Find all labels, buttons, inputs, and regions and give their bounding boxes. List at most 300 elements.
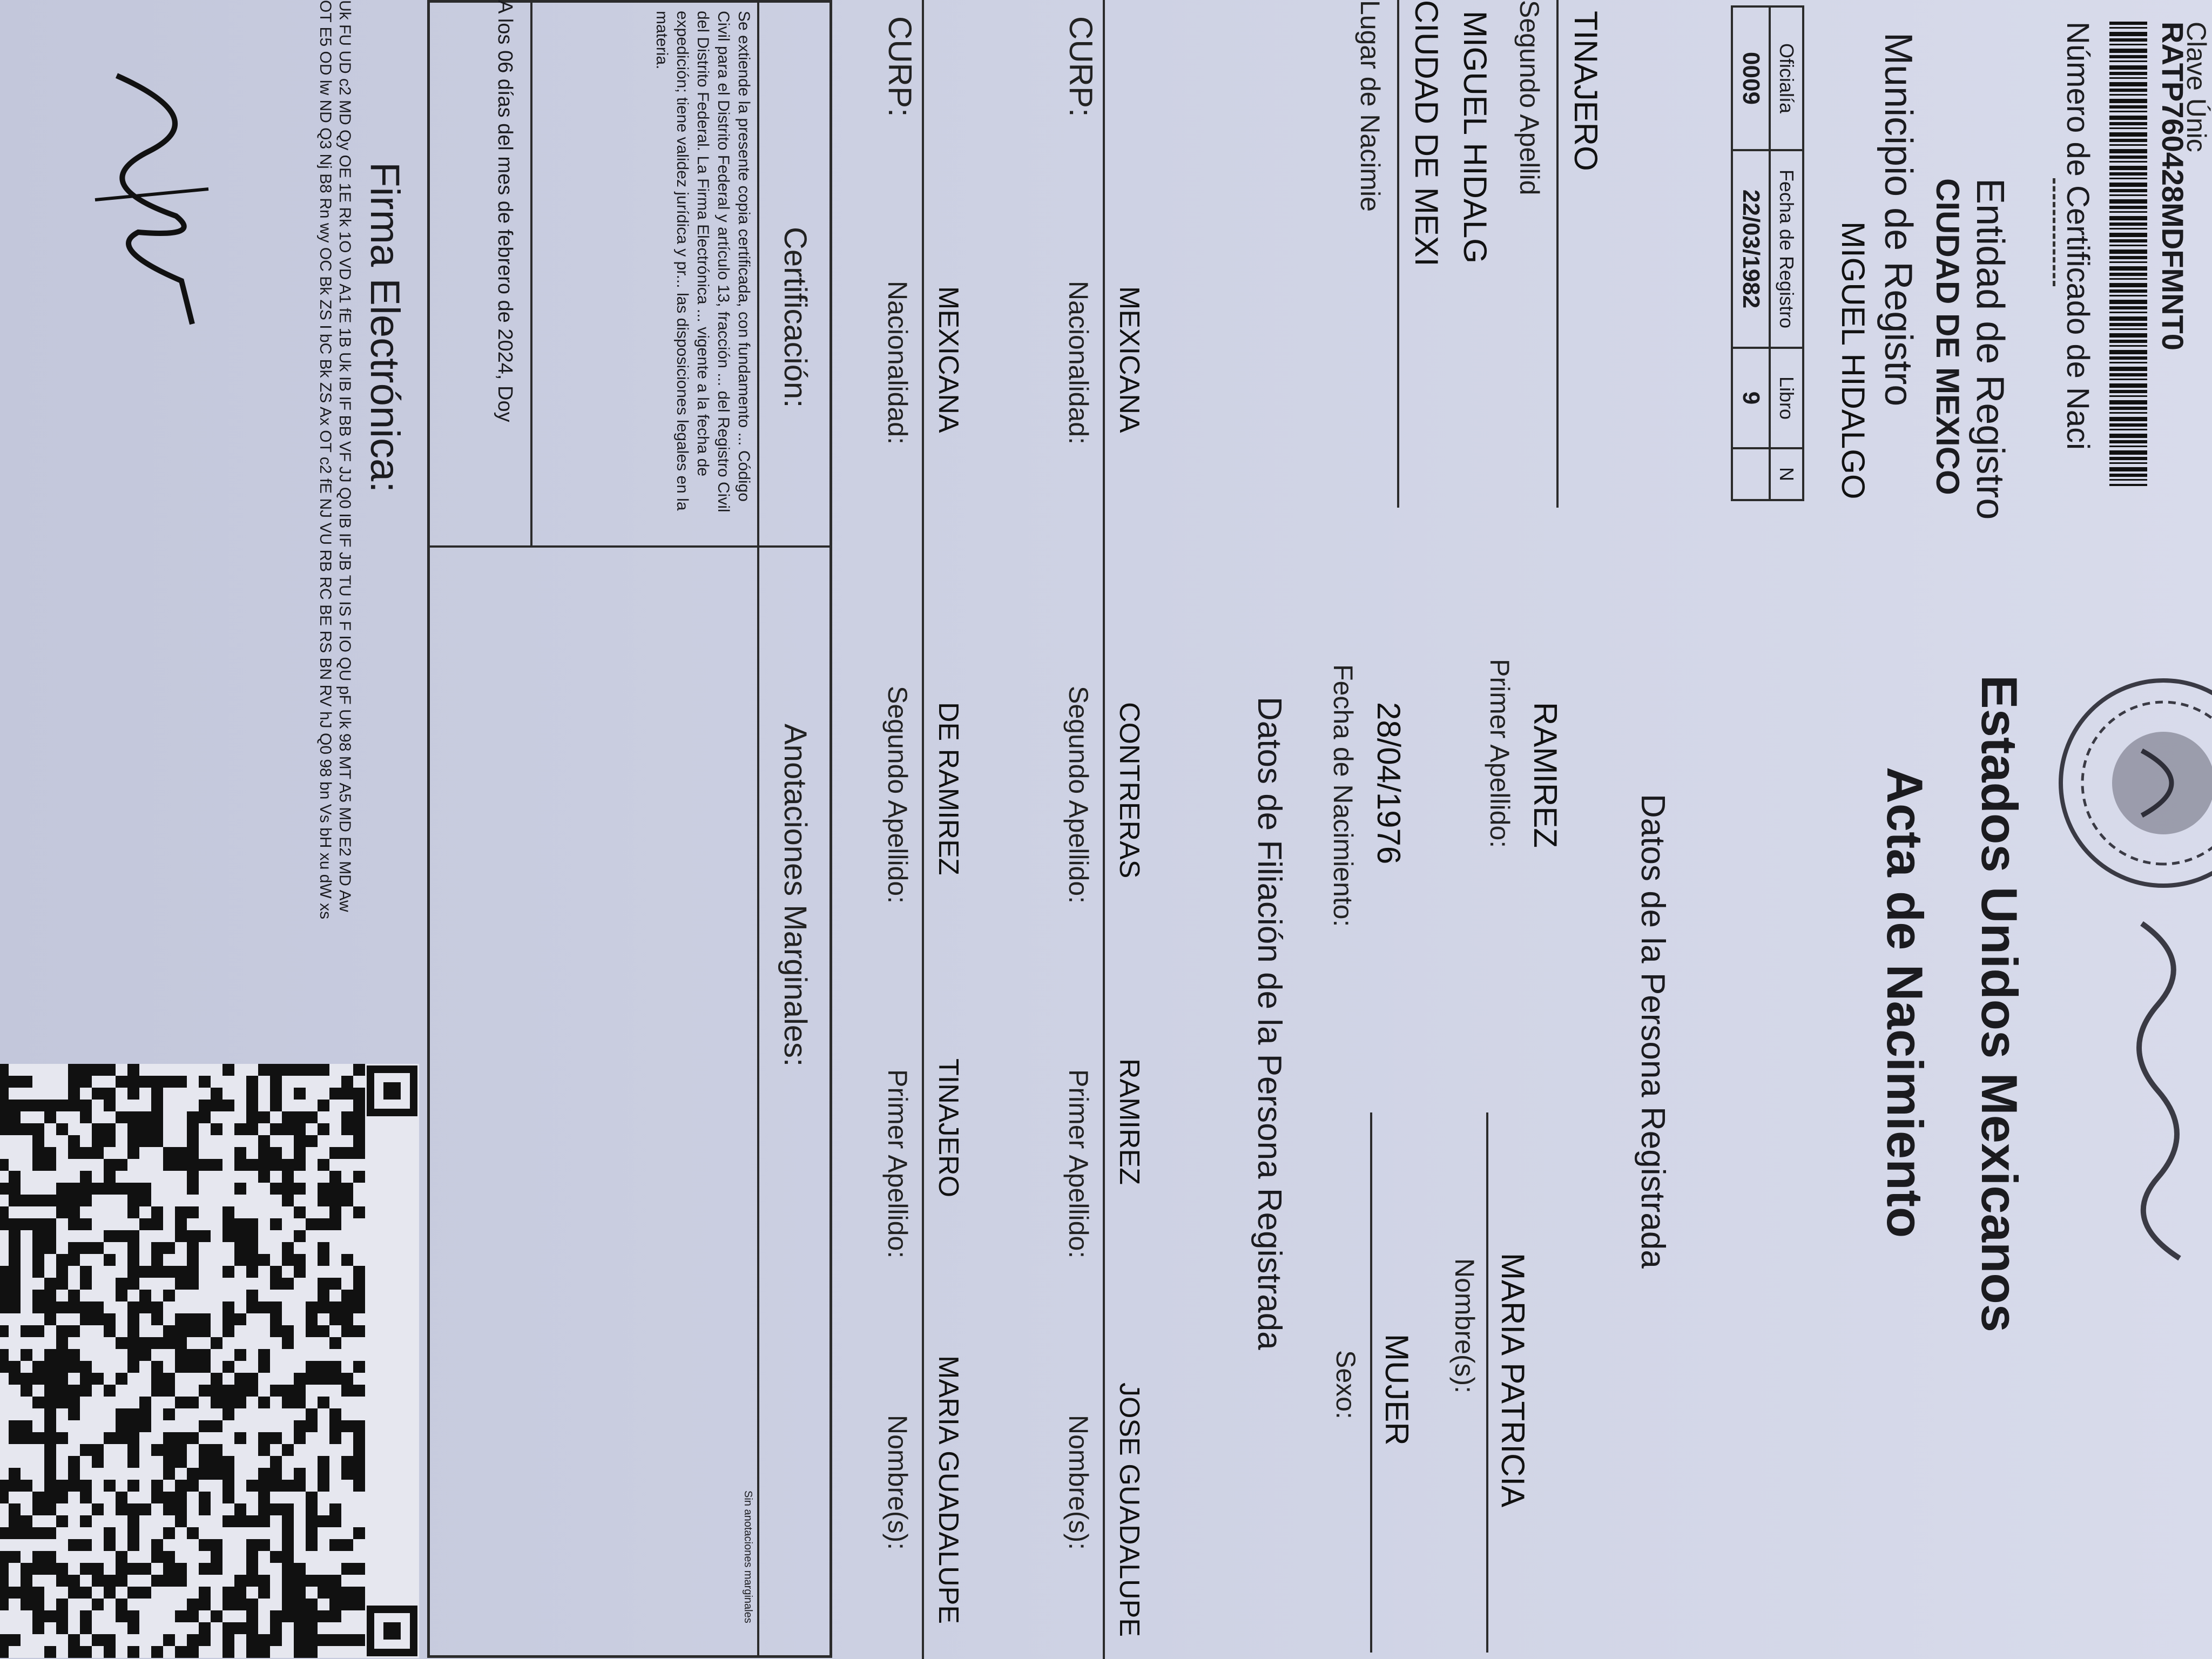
qr-module: [68, 1195, 80, 1206]
qr-module: [21, 1325, 32, 1337]
qr-module: [199, 1076, 211, 1088]
qr-module: [80, 1076, 92, 1088]
qr-module: [270, 1088, 282, 1100]
qr-module: [80, 1111, 92, 1123]
qr-module: [341, 1254, 353, 1266]
qr-module: [222, 1622, 234, 1634]
qr-module: [246, 1373, 258, 1385]
qr-module: [187, 1646, 199, 1658]
qr-module: [163, 1325, 175, 1337]
qr-module: [199, 1100, 211, 1111]
qr-module: [246, 1123, 258, 1135]
qr-module: [139, 1503, 151, 1515]
qr-module: [306, 1218, 318, 1230]
qr-module: [211, 1456, 222, 1468]
qr-module: [270, 1313, 282, 1325]
qr-module: [68, 1147, 80, 1159]
qr-module: [270, 1432, 282, 1444]
qr-module: [199, 1503, 211, 1515]
qr-module: [187, 1206, 199, 1218]
qr-module: [282, 1539, 294, 1551]
qr-module: [282, 1337, 294, 1349]
qr-module: [163, 1408, 175, 1420]
qr-module: [211, 1563, 222, 1575]
qr-module: [353, 1599, 365, 1610]
qr-module: [56, 1349, 68, 1361]
qr-module: [56, 1622, 68, 1634]
qr-module: [127, 1111, 139, 1123]
persona-segundo-apellido-value: TINAJERO: [1568, 11, 1604, 171]
qr-module: [32, 1159, 44, 1171]
qr-module: [104, 1313, 116, 1325]
qr-module: [9, 1290, 21, 1301]
qr-module: [282, 1503, 294, 1515]
qr-module: [21, 1349, 32, 1361]
qr-module: [187, 1123, 199, 1135]
qr-module: [282, 1325, 294, 1337]
qr-module: [127, 1432, 139, 1444]
qr-module: [56, 1480, 68, 1492]
qr-module: [222, 1515, 234, 1527]
qr-module: [92, 1373, 104, 1385]
qr-module: [0, 1290, 9, 1301]
qr-module: [116, 1575, 127, 1587]
madre-nombre-label: Nombre(s):: [882, 1415, 913, 1550]
qr-module: [80, 1313, 92, 1325]
qr-module: [329, 1515, 341, 1527]
qr-module: [32, 1147, 44, 1159]
qr-module: [92, 1088, 104, 1100]
qr-module: [151, 1361, 163, 1373]
qr-module: [21, 1575, 32, 1587]
qr-module: [329, 1313, 341, 1325]
qr-module: [104, 1575, 116, 1587]
qr-module: [127, 1456, 139, 1468]
qr-module: [80, 1100, 92, 1111]
qr-module: [21, 1599, 32, 1610]
qr-module: [246, 1646, 258, 1658]
qr-module: [329, 1503, 341, 1515]
qr-module: [222, 1361, 234, 1373]
qr-module: [306, 1135, 318, 1147]
qr-module: [258, 1301, 270, 1313]
qr-module: [92, 1456, 104, 1468]
qr-module: [0, 1634, 9, 1646]
qr-module: [32, 1563, 44, 1575]
qr-module: [258, 1515, 270, 1527]
qr-module: [329, 1195, 341, 1206]
qr-module: [329, 1575, 341, 1587]
qr-module: [318, 1100, 329, 1111]
qr-module: [199, 1111, 211, 1123]
qr-module: [175, 1492, 187, 1503]
table-header-numero: N: [1770, 448, 1803, 500]
qr-module: [32, 1325, 44, 1337]
qr-module: [44, 1456, 56, 1468]
qr-module: [341, 1290, 353, 1301]
qr-module: [306, 1373, 318, 1385]
qr-module: [318, 1064, 329, 1076]
qr-module: [92, 1135, 104, 1147]
qr-module: [92, 1563, 104, 1575]
qr-module: [175, 1076, 187, 1088]
qr-module: [341, 1373, 353, 1385]
madre-curp-label: CURP:: [882, 16, 918, 117]
box-header-line: [757, 0, 759, 1655]
qr-module: [199, 1444, 211, 1456]
qr-module: [294, 1420, 306, 1432]
qr-module: [246, 1218, 258, 1230]
qr-module: [294, 1230, 306, 1242]
qr-module: [56, 1373, 68, 1385]
qr-module: [234, 1587, 246, 1599]
qr-module: [80, 1183, 92, 1195]
qr-module: [294, 1183, 306, 1195]
qr-module: [270, 1064, 282, 1076]
qr-module: [234, 1503, 246, 1515]
qr-module: [211, 1100, 222, 1111]
qr-module: [187, 1183, 199, 1195]
qr-module: [246, 1575, 258, 1587]
qr-module: [0, 1266, 9, 1278]
qr-module: [246, 1634, 258, 1646]
qr-module: [139, 1420, 151, 1432]
qr-module: [211, 1444, 222, 1456]
qr-module: [127, 1563, 139, 1575]
qr-module: [329, 1206, 341, 1218]
qr-module: [92, 1444, 104, 1456]
qr-module: [258, 1111, 270, 1123]
madre-segundo-apellido-value: DE RAMIREZ: [933, 702, 964, 875]
qr-module: [80, 1646, 92, 1658]
qr-module: [222, 1325, 234, 1337]
qr-module: [116, 1183, 127, 1195]
qr-module: [0, 1480, 9, 1492]
qr-module: [234, 1230, 246, 1242]
qr-module: [329, 1171, 341, 1183]
qr-module: [127, 1408, 139, 1420]
qr-module: [187, 1135, 199, 1147]
qr-module: [306, 1599, 318, 1610]
qr-module: [234, 1183, 246, 1195]
qr-module: [80, 1444, 92, 1456]
qr-module: [187, 1230, 199, 1242]
qr-module: [104, 1183, 116, 1195]
qr-module: [258, 1349, 270, 1361]
qr-module: [294, 1610, 306, 1622]
qr-module: [0, 1492, 9, 1503]
madre-primer-apellido-value: TINAJERO: [933, 1058, 964, 1198]
qr-module: [282, 1515, 294, 1527]
padre-nacionalidad-value: MEXICANA: [1114, 286, 1145, 433]
qr-module: [258, 1646, 270, 1658]
qr-module: [116, 1337, 127, 1349]
qr-module: [163, 1290, 175, 1301]
qr-module: [151, 1539, 163, 1551]
qr-module: [9, 1171, 21, 1183]
qr-module: [222, 1468, 234, 1480]
qr-module: [32, 1195, 44, 1206]
qr-module: [0, 1527, 9, 1539]
qr-module: [270, 1622, 282, 1634]
qr-module: [0, 1123, 9, 1135]
qr-module: [353, 1123, 365, 1135]
qr-module: [0, 1563, 9, 1575]
persona-fecha-nacimiento-label: Fecha de Nacimiento:: [1328, 664, 1358, 927]
qr-module: [9, 1195, 21, 1206]
qr-module: [116, 1610, 127, 1622]
fecha-separator: [530, 0, 532, 545]
qr-module: [234, 1349, 246, 1361]
qr-module: [68, 1254, 80, 1266]
qr-module: [187, 1599, 199, 1610]
qr-module: [294, 1634, 306, 1646]
qr-module: [234, 1147, 246, 1159]
qr-module: [44, 1492, 56, 1503]
qr-module: [199, 1563, 211, 1575]
sexo-underline: [1370, 1112, 1372, 1653]
municipio-label: Municipio de Registro: [1877, 32, 1920, 407]
qr-module: [116, 1408, 127, 1420]
qr-module: [56, 1397, 68, 1408]
qr-module: [341, 1456, 353, 1468]
qr-module: [329, 1337, 341, 1349]
qr-module: [318, 1373, 329, 1385]
qr-module: [246, 1290, 258, 1301]
qr-module: [318, 1634, 329, 1646]
qr-module: [44, 1111, 56, 1123]
qr-module: [80, 1492, 92, 1503]
qr-module: [282, 1278, 294, 1290]
qr-module: [44, 1195, 56, 1206]
qr-module: [9, 1373, 21, 1385]
qr-module: [306, 1313, 318, 1325]
qr-module: [9, 1587, 21, 1599]
qr-module: [44, 1301, 56, 1313]
qr-module: [32, 1587, 44, 1599]
qr-module: [163, 1385, 175, 1397]
qr-module: [282, 1111, 294, 1123]
qr-module: [127, 1088, 139, 1100]
qr-module: [0, 1064, 9, 1076]
qr-module: [282, 1254, 294, 1266]
qr-module: [234, 1373, 246, 1385]
qr-module: [127, 1064, 139, 1076]
qr-code: [0, 1064, 419, 1658]
qr-module: [44, 1100, 56, 1111]
qr-module: [353, 1456, 365, 1468]
qr-module: [139, 1290, 151, 1301]
qr-module: [139, 1337, 151, 1349]
qr-module: [258, 1587, 270, 1599]
qr-module: [9, 1123, 21, 1135]
qr-module: [353, 1563, 365, 1575]
qr-module: [199, 1361, 211, 1373]
qr-module: [306, 1361, 318, 1373]
qr-module: [187, 1634, 199, 1646]
qr-module: [0, 1325, 9, 1337]
qr-module: [222, 1408, 234, 1420]
qr-module: [127, 1278, 139, 1290]
qr-module: [270, 1266, 282, 1278]
qr-module: [32, 1610, 44, 1622]
qr-module: [175, 1515, 187, 1527]
qr-module: [151, 1444, 163, 1456]
qr-module: [127, 1076, 139, 1088]
qr-module: [32, 1503, 44, 1515]
qr-module: [175, 1575, 187, 1587]
qr-module: [80, 1373, 92, 1385]
qr-module: [258, 1575, 270, 1587]
qr-module: [127, 1646, 139, 1658]
qr-module: [116, 1492, 127, 1503]
qr-module: [80, 1563, 92, 1575]
qr-module: [139, 1076, 151, 1088]
qr-module: [199, 1159, 211, 1171]
qr-module: [211, 1539, 222, 1551]
qr-module: [306, 1325, 318, 1337]
qr-module: [0, 1159, 9, 1171]
qr-module: [294, 1432, 306, 1444]
qr-module: [175, 1444, 187, 1456]
table-value-oficialia: 0009: [1732, 6, 1770, 150]
qr-module: [222, 1456, 234, 1468]
qr-module: [353, 1147, 365, 1159]
qr-module: [32, 1361, 44, 1373]
qr-module: [341, 1539, 353, 1551]
qr-module: [211, 1385, 222, 1397]
qr-module: [329, 1218, 341, 1230]
qr-module: [56, 1599, 68, 1610]
qr-module: [234, 1515, 246, 1527]
numero-certificado-label: Número de Certificado de Naci: [2060, 22, 2095, 450]
qr-module: [56, 1610, 68, 1622]
qr-module: [68, 1397, 80, 1408]
qr-module: [80, 1242, 92, 1254]
qr-module: [234, 1159, 246, 1171]
box-divider: [430, 545, 832, 548]
qr-module: [21, 1218, 32, 1230]
qr-module: [44, 1373, 56, 1385]
qr-module: [270, 1456, 282, 1468]
qr-module: [0, 1361, 9, 1373]
clave-label: Clave Únic: [2181, 22, 2211, 152]
qr-module: [329, 1420, 341, 1432]
qr-module: [175, 1480, 187, 1492]
qr-module: [199, 1599, 211, 1610]
qr-module: [341, 1313, 353, 1325]
qr-module: [0, 1218, 9, 1230]
persona-fecha-nacimiento-value: 28/04/1976: [1371, 702, 1407, 865]
qr-module: [9, 1230, 21, 1242]
qr-module: [199, 1622, 211, 1634]
qr-module: [246, 1111, 258, 1123]
certificacion-text: Se extiende la presente copia certificada, con fundamento ... Código Civil para el Distrito Federal y artículo 13, fracción ... del Registro Civil del Distrito Federal. La Firma Electrónica ... vigente a la fecha de expedición; tiene validez jurídica y pr... las disposiciones legales en la materia.: [653, 11, 753, 512]
table-value-fecha: 22/03/1982: [1732, 150, 1770, 348]
qr-module: [56, 1301, 68, 1313]
qr-module: [116, 1563, 127, 1575]
qr-module: [163, 1159, 175, 1171]
qr-module: [341, 1563, 353, 1575]
qr-module: [44, 1242, 56, 1254]
qr-module: [318, 1480, 329, 1492]
qr-module: [234, 1622, 246, 1634]
qr-module: [282, 1575, 294, 1587]
qr-module: [234, 1313, 246, 1325]
qr-module: [104, 1123, 116, 1135]
qr-module: [353, 1100, 365, 1111]
padre-nombre-label: Nombre(s):: [1063, 1415, 1094, 1550]
qr-module: [246, 1539, 258, 1551]
national-seal-icon: [2050, 670, 2212, 896]
qr-module: [270, 1385, 282, 1397]
qr-module: [318, 1610, 329, 1622]
qr-module: [306, 1064, 318, 1076]
qr-module: [68, 1349, 80, 1361]
qr-module: [21, 1527, 32, 1539]
qr-module: [68, 1088, 80, 1100]
qr-module: [294, 1206, 306, 1218]
qr-module: [175, 1230, 187, 1242]
qr-module: [44, 1420, 56, 1432]
qr-module: [318, 1242, 329, 1254]
qr-module: [199, 1230, 211, 1242]
qr-module: [282, 1064, 294, 1076]
qr-module: [151, 1111, 163, 1123]
qr-module: [353, 1088, 365, 1100]
qr-module: [187, 1278, 199, 1290]
qr-module: [211, 1397, 222, 1408]
qr-module: [199, 1634, 211, 1646]
qr-module: [151, 1492, 163, 1503]
qr-module: [294, 1563, 306, 1575]
qr-module: [318, 1183, 329, 1195]
qr-module: [246, 1599, 258, 1610]
qr-module: [306, 1646, 318, 1658]
qr-module: [151, 1646, 163, 1658]
qr-module: [329, 1432, 341, 1444]
qr-module: [92, 1064, 104, 1076]
qr-module: [329, 1587, 341, 1599]
qr-module: [187, 1266, 199, 1278]
qr-module: [32, 1301, 44, 1313]
qr-module: [187, 1349, 199, 1361]
qr-module: [341, 1147, 353, 1159]
table-header-oficialia: Oficialía: [1770, 6, 1803, 150]
qr-module: [211, 1159, 222, 1171]
qr-module: [258, 1361, 270, 1373]
qr-module: [21, 1515, 32, 1527]
qr-module: [104, 1432, 116, 1444]
qr-module: [270, 1123, 282, 1135]
qr-module: [318, 1515, 329, 1527]
qr-module: [116, 1111, 127, 1123]
signature-icon: [84, 54, 225, 335]
qr-module: [282, 1610, 294, 1622]
qr-module: [56, 1206, 68, 1218]
qr-module: [329, 1361, 341, 1373]
qr-module: [175, 1313, 187, 1325]
qr-module: [163, 1492, 175, 1503]
qr-module: [187, 1171, 199, 1183]
madre-underline: [922, 0, 924, 1659]
qr-module: [282, 1563, 294, 1575]
padre-nombre-value: JOSE GUADALUPE: [1114, 1382, 1145, 1637]
qr-module: [199, 1385, 211, 1397]
qr-module: [246, 1242, 258, 1254]
qr-module: [104, 1646, 116, 1658]
qr-module: [211, 1088, 222, 1100]
